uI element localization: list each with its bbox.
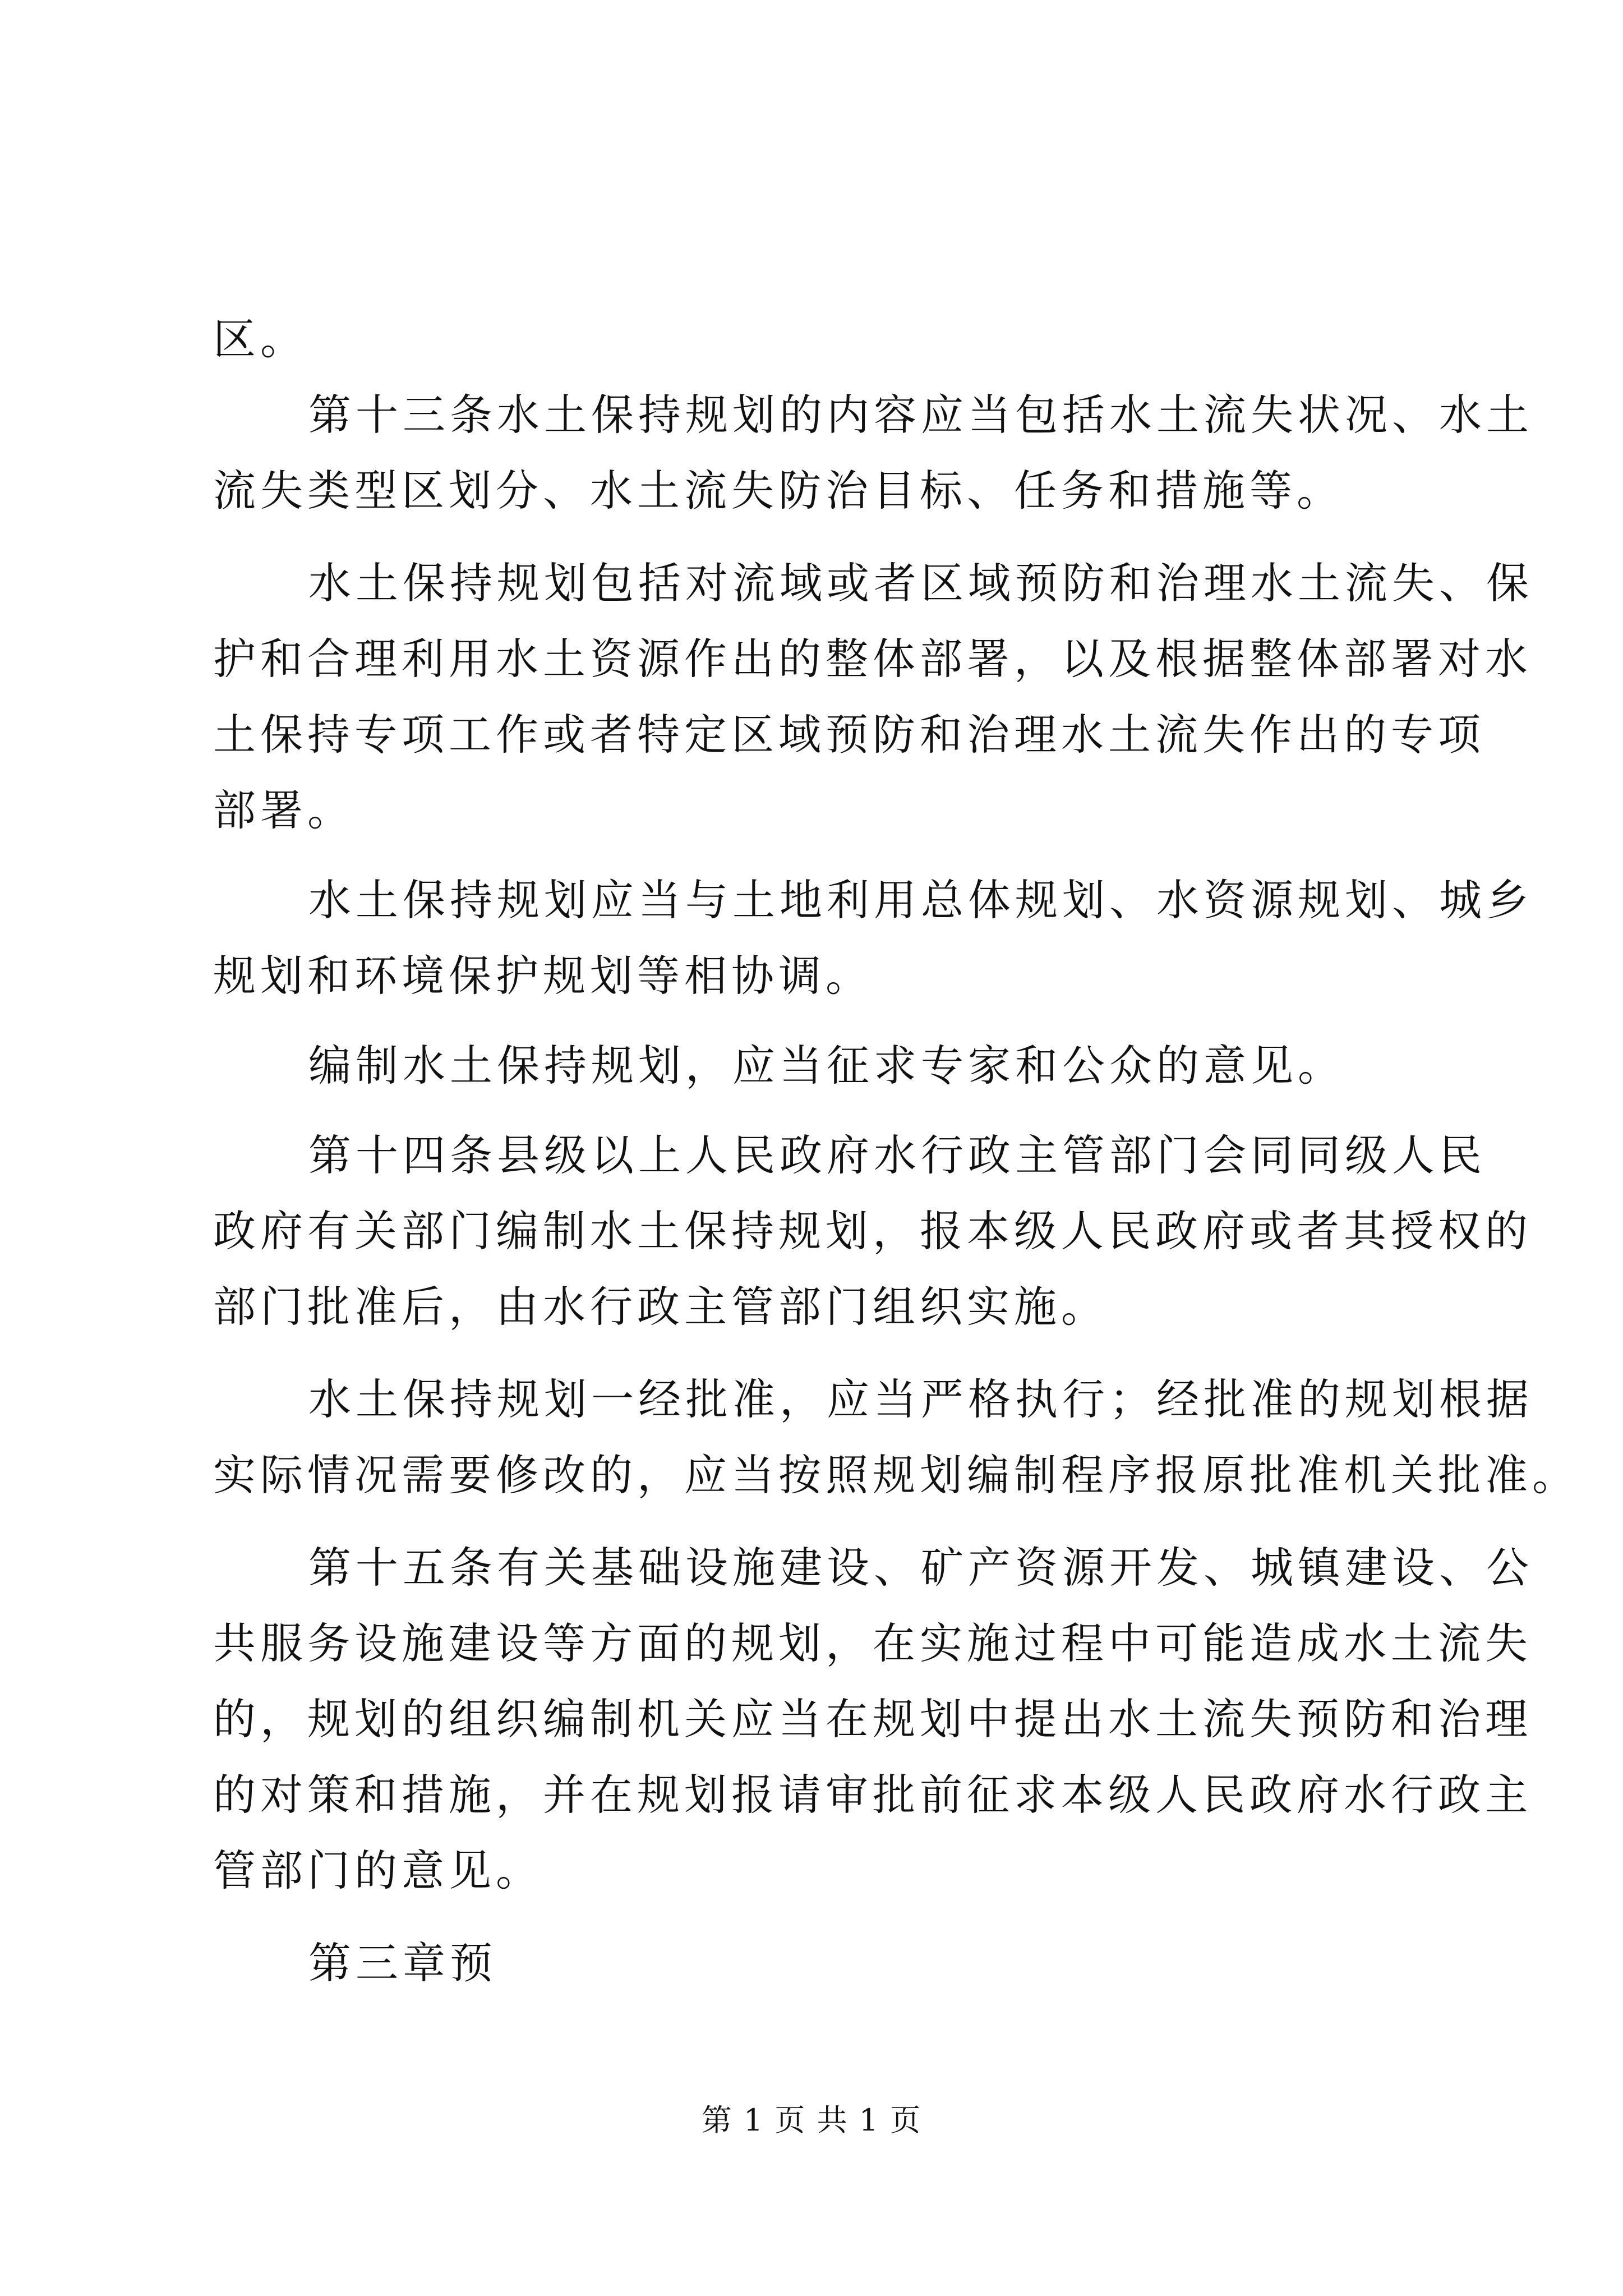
text-line: 政府有关部门编制水土保持规划，报本级人民政府或者其授权的: [213, 1206, 1532, 1256]
text-line: 部署。: [213, 785, 354, 835]
text-line: 第十四条县级以上人民政府水行政主管部门会同同级人民: [308, 1130, 1486, 1180]
text-line: 编制水土保持规划，应当征求专家和公众的意见。: [308, 1041, 1345, 1091]
text-line: 护和合理利用水土资源作出的整体部署，以及根据整体部署对水: [213, 634, 1532, 684]
text-line: 规划和环境保护规划等相协调。: [213, 951, 873, 1001]
page-number-footer: 第 1 页 共 1 页: [701, 2102, 922, 2138]
text-line: 水土保持规划包括对流域或者区域预防和治理水土流失、保: [308, 558, 1533, 608]
text-line: 部门批准后，由水行政主管部门组织实施。: [213, 1282, 1108, 1332]
text-line: 共服务设施建设等方面的规划，在实施过程中可能造成水土流失: [213, 1618, 1532, 1668]
text-line: 区。: [213, 314, 307, 364]
text-line: 水土保持规划一经批准，应当严格执行；经批准的规划根据: [308, 1374, 1533, 1424]
text-line: 的对策和措施，并在规划报请审批前征求本级人民政府水行政主: [213, 1770, 1532, 1820]
text-line: 第十五条有关基础设施建设、矿产资源开发、城镇建设、公: [308, 1543, 1533, 1593]
text-line: 第三章预: [308, 1938, 497, 1988]
text-line: 的，规划的组织编制机关应当在规划中提出水土流失预防和治理: [213, 1694, 1532, 1744]
text-line: 实际情况需要修改的，应当按照规划编制程序报原批准机关批准。: [213, 1450, 1579, 1500]
text-line: 管部门的意见。: [213, 1846, 543, 1895]
text-line: 土保持专项工作或者特定区域预防和治理水土流失作出的专项: [213, 710, 1485, 760]
text-line: 第十三条水土保持规划的内容应当包括水土流失状况、水土: [308, 390, 1533, 440]
text-line: 流失类型区划分、水土流失防治目标、任务和措施等。: [213, 466, 1344, 516]
text-line: 水土保持规划应当与土地利用总体规划、水资源规划、城乡: [308, 875, 1533, 925]
